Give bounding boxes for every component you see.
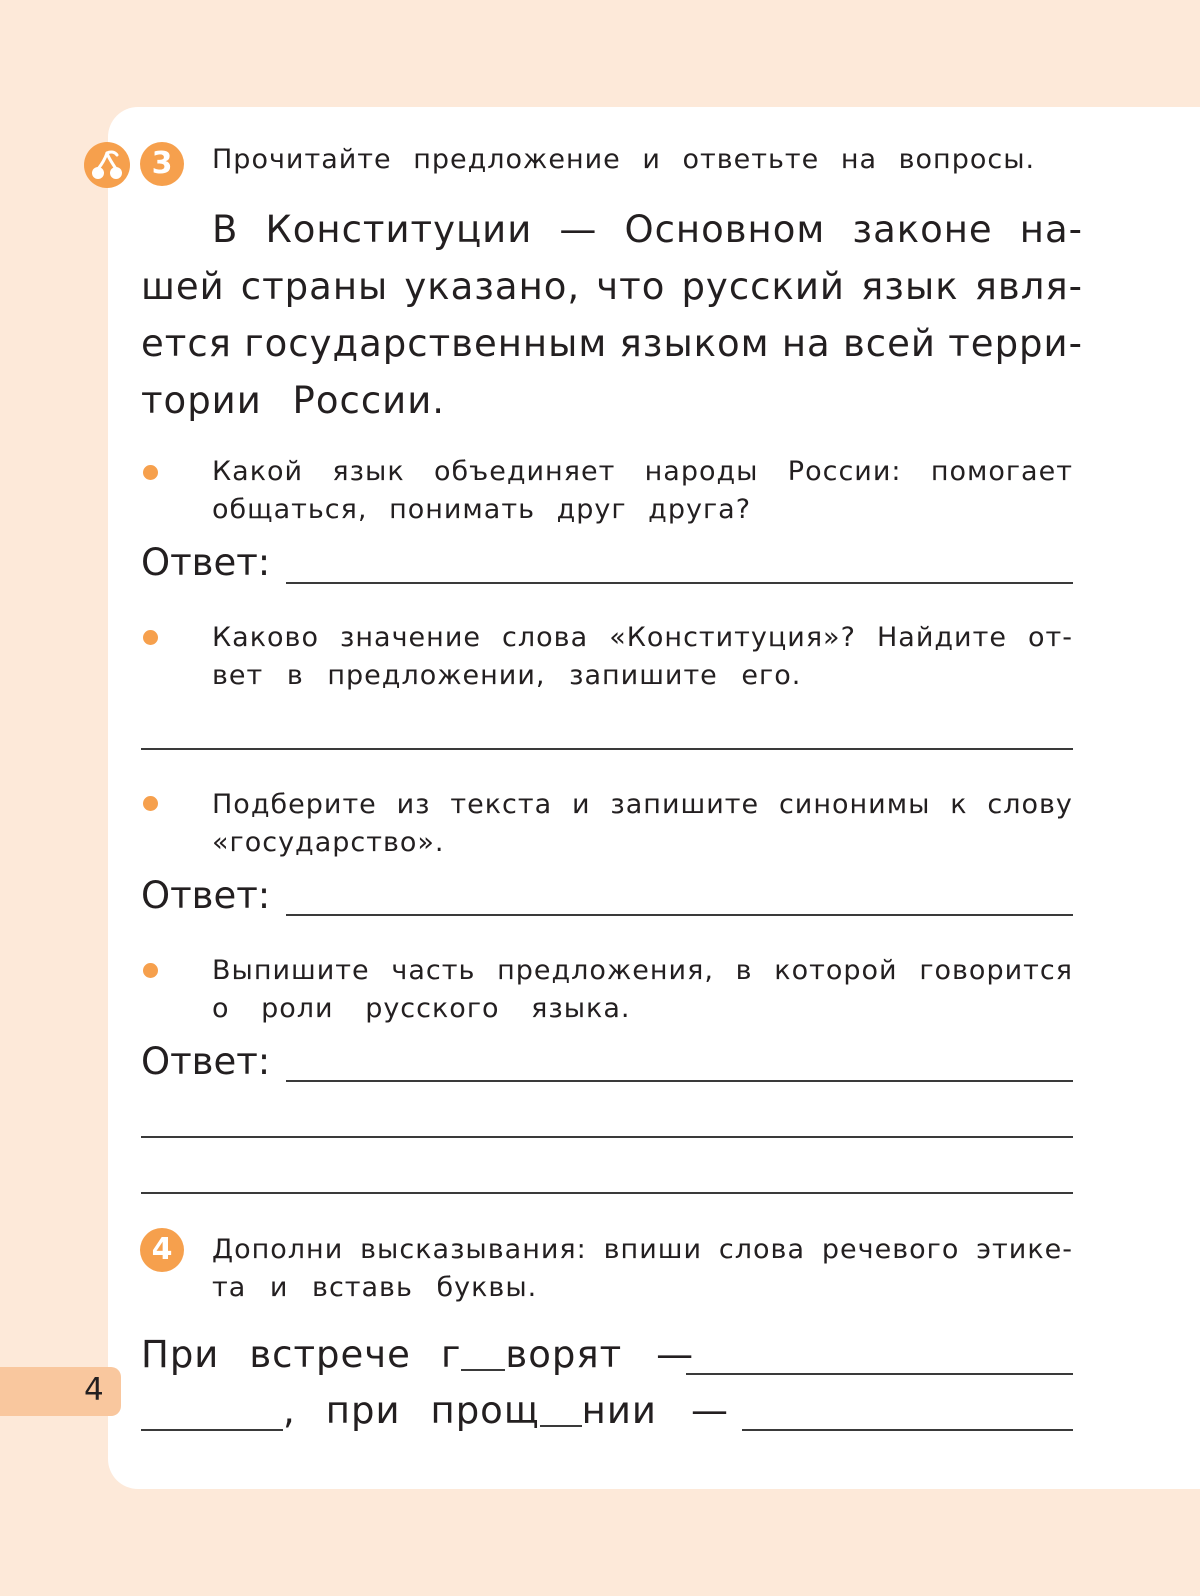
question-line [212,657,1073,695]
word: тории [141,379,262,422]
word: друг [556,494,627,525]
word: язык [861,265,959,308]
word: запишите [610,789,760,820]
word: страны [240,265,389,308]
word: вставь [312,1272,413,1303]
word: языка. [531,993,631,1024]
word: Подберите [212,789,377,820]
word: говорится [919,955,1073,986]
task-3-number: 3 [140,142,184,186]
letter-blank[interactable] [540,1385,582,1427]
farewell-answer-line[interactable] [742,1429,1073,1431]
word: шей [141,265,225,308]
answer-line-6[interactable] [141,1192,1073,1194]
answer-line-1[interactable] [286,582,1073,584]
question-3 [212,786,1073,862]
word: из [396,789,431,820]
word: в [286,660,304,691]
bullet-icon [143,963,158,978]
word: которой [774,955,898,986]
word: русский [681,265,845,308]
word: понимать [389,494,535,525]
word: вет [212,660,264,691]
word: синонимы [778,789,931,820]
word: язык [332,456,405,487]
word: о [212,993,230,1024]
word: явля- [974,265,1083,308]
word: текста [450,789,553,820]
word: предложении, [327,660,546,691]
word: друга? [648,494,752,525]
word: ворят [505,1333,623,1376]
question-line [212,619,1073,657]
farewell-line [283,1382,729,1439]
question-line [212,952,1073,990]
word: встрече [249,1333,411,1376]
sentence-line [141,372,1083,429]
bullet-icon [143,796,158,811]
word: государственным [244,322,608,365]
answer-label: Ответ: [141,541,271,584]
question-line [212,824,1073,862]
word: этике- [976,1234,1073,1265]
word: нии [581,1389,657,1432]
word: Какой [212,456,304,487]
greeting-line [141,1326,694,1383]
word: слова [718,1234,805,1265]
word: При [141,1333,220,1376]
sentence-line [141,258,1083,315]
word: буквы. [436,1272,538,1303]
word: Выпишите [212,955,370,986]
bullet-icon [143,630,158,645]
word: и [571,789,591,820]
word: «Конституция»? [609,622,856,653]
answer-line-3[interactable] [286,914,1073,916]
answer-line-5[interactable] [141,1136,1073,1138]
word: высказывания: [360,1234,587,1265]
question-line [212,990,1073,1028]
bullet-icon [143,465,158,480]
page-number: 4 [84,1372,104,1408]
constitution-sentence [141,201,1083,429]
word: — [656,1333,695,1376]
word: ется [141,322,232,365]
word: «государство». [212,827,445,858]
word: при [325,1389,401,1432]
task-4-number: 4 [140,1228,184,1272]
word: его. [741,660,802,691]
word: Каково [212,622,319,653]
task-4-instruction [212,1231,1073,1307]
word: В [212,208,239,251]
word: Основном [624,208,826,251]
sentence-line [141,315,1083,372]
task-3-instruction: Прочитайте предложение и ответьте на вопросы. [212,144,1036,175]
word: часть [391,955,476,986]
word: — [559,208,598,251]
word: к [950,789,968,820]
word: России: [787,456,902,487]
answer-label: Ответ: [141,874,271,917]
word: объединяет [433,456,616,487]
word: помогает [930,456,1073,487]
word: слову [987,789,1073,820]
sentence-line [141,201,1083,258]
word: указано, [404,265,581,308]
word: роли [261,993,334,1024]
word: на- [1019,208,1083,251]
word: России. [292,379,446,422]
word: речевого [821,1234,960,1265]
word: Найдите [876,622,1007,653]
question-4 [212,952,1073,1028]
letter-blank[interactable] [461,1329,505,1371]
word: та [212,1272,247,1303]
question-2 [212,619,1073,695]
word: терри- [948,322,1083,365]
instruction-line [212,1231,1073,1269]
word: прощ [430,1389,540,1432]
answer-line-4[interactable] [286,1080,1073,1082]
question-1 [212,453,1073,529]
word: г [440,1333,462,1376]
word: слова [502,622,589,653]
word: впиши [603,1234,703,1265]
word: что [596,265,666,308]
word: запишите [569,660,718,691]
question-line [212,453,1073,491]
word: народы [644,456,759,487]
question-line [212,491,1073,529]
instruction-line [212,1269,1073,1307]
cherry-icon [84,142,130,188]
word: общаться, [212,494,368,525]
word: на [781,322,831,365]
greeting-answer-line[interactable] [686,1373,1073,1375]
word: предложения, [497,955,714,986]
word: от- [1028,622,1073,653]
word: русского [365,993,500,1024]
greeting-answer-line-2[interactable] [141,1429,283,1431]
word: и [269,1272,289,1303]
word: языком [619,322,770,365]
word: — [690,1389,729,1432]
word: Дополни [212,1234,344,1265]
word: , [283,1389,296,1432]
word: Конституции [265,208,533,251]
word: в [735,955,753,986]
question-line [212,786,1073,824]
word: законе [852,208,993,251]
word: значение [340,622,481,653]
answer-label: Ответ: [141,1040,271,1083]
word: всей [843,322,936,365]
answer-line-2[interactable] [141,748,1073,750]
